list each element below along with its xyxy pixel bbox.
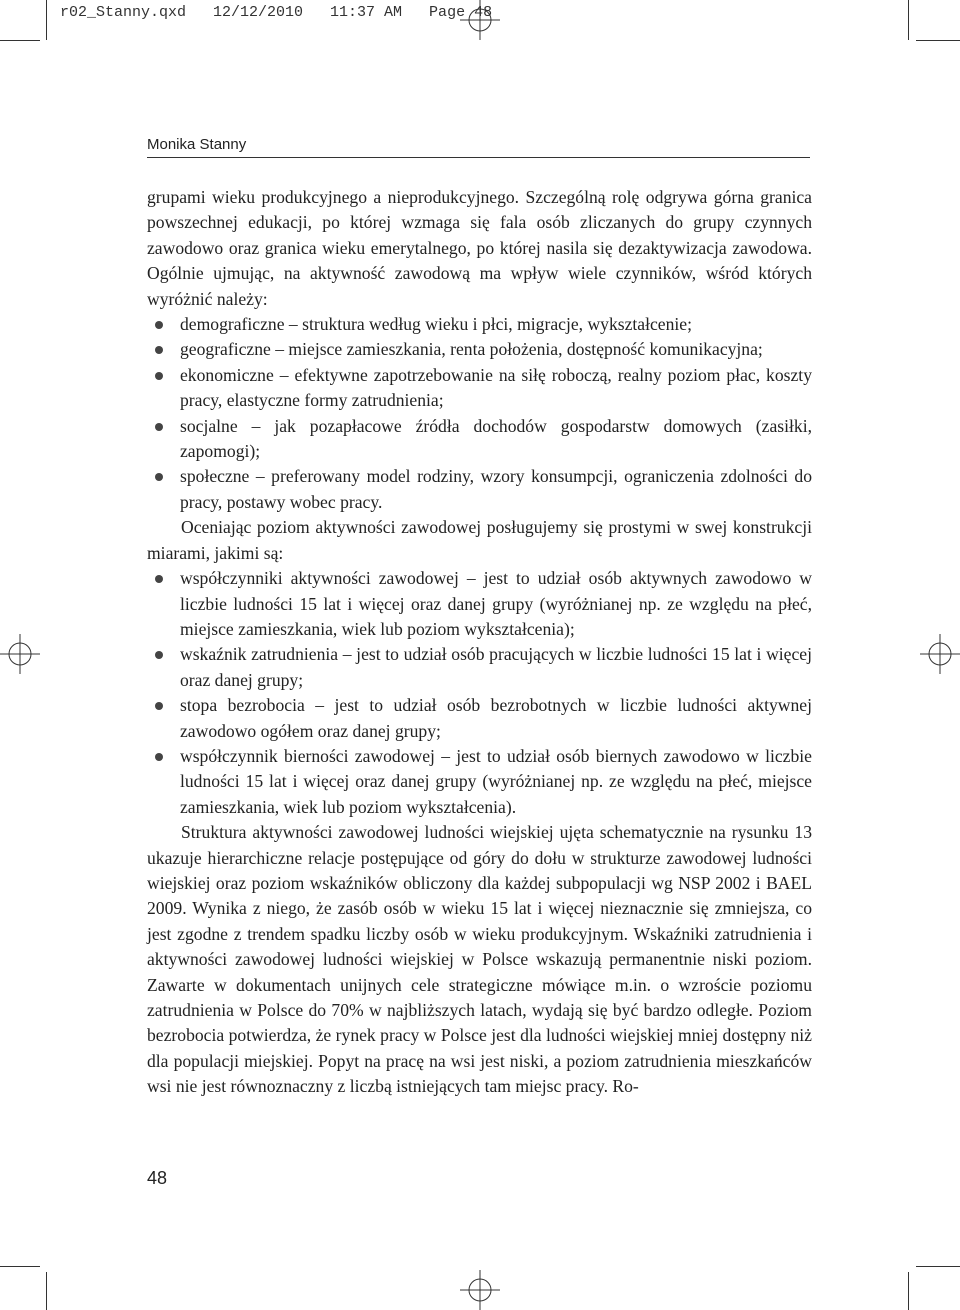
list-item-text: współczynniki aktywności zawodowej – jest to udział osób aktywnych zawodowo w liczbie ludności 15 lat i więcej oraz danej grupy (wyróżnianej np. ze względu na płeć, miejsce zamieszkania, wiek lub poziom wykształcenia); [180, 568, 812, 639]
registration-mark-left [0, 634, 40, 674]
print-slug: r02_Stanny.qxd 12/12/2010 11:37 AM Page 48 [60, 4, 493, 21]
list-item-text: wskaźnik zatrudnienia – jest to udział osób pracujących w liczbie ludności 15 lat i więcej oraz danej grupy; [180, 644, 812, 690]
bullet-icon [155, 473, 163, 481]
paragraph: grupami wieku produkcyjnego a nieprodukcyjnego. Szczególną rolę odgrywa górna granica powszechnej edukacji, po której wzmaga się fala osób zliczanych do grupy czynnych zawodowo oraz granica wieku emerytalnego, po której nasila się dezaktywizacja zawodowa. Ogólnie ujmując, na aktywność zawodową ma wpływ wiele czynników, wśród których wyróżnić należy: [147, 187, 812, 309]
crop-mark-bottom-left [46, 1272, 47, 1310]
bullet-icon [155, 651, 163, 659]
list-item [147, 363, 812, 414]
registration-mark-right [920, 634, 960, 674]
list-item-text: socjalne – jak pozapłacowe źródła dochodów gospodarstw domowych (zasiłki, zapomogi); [180, 415, 812, 462]
list-item [147, 693, 812, 744]
list-item-text: współczynnik bierności zawodowej – jest to udział osób biernych zawodowo w liczbie ludności 15 lat i więcej oraz danej grupy (wyróżnianej np. ze względu na płeć, miejsce zamieszkania, wiek lub poziom wykształcenia). [180, 745, 812, 817]
list-item [147, 312, 812, 337]
list-item-text: demograficzne – struktura według wieku i płci, migracje, wykształcenie; [180, 314, 692, 335]
paragraph: Struktura aktywności zawodowej ludności wiejskiej ujęta schematycznie na rysunku 13 ukazuje hierarchiczne relacje postępujące od góry do dołu w strukturze zawodowej ludności wiejskiej oraz poziom wskaźników obliczony dla każdej subpopulacji wg NSP 2002 i BAEL 2009. Wynika z niego, że zasób osób w wieku 15 lat i więcej nieznacznie się zmniejsza, co jest zgodne z trendem spadku liczby osób w wieku produkcyjnym. Wskaźniki zatrudnienia i aktywności zawodowej ludności wiejskiej w Polsce wskazują permanentnie niski poziom. Zawarte w dokumentach unijnych cele strategiczne mówiące m.in. o wzroście poziomu zatrudnienia w Polsce do 70% w najbliższych latach, wydają się być bardzo odległe. Poziom bezrobocia potwierdza, że rynek pracy w Polsce jest dla ludności wiejskiej mniej dostępny niż dla populacji miejskiej. Popyt na pracę na wsi jest niski, a poziom zatrudnienia mieszkańców wsi nie jest równoznaczny z liczbą istniejących tam miejsc pracy. Ro- [147, 822, 812, 1097]
list-item [147, 642, 812, 693]
crop-mark-bottom-left-h [0, 1266, 40, 1267]
list-item [147, 414, 812, 465]
measures-list [147, 566, 812, 820]
crop-mark-top-left [46, 0, 47, 40]
list-item-text: geograficzne – miejsce zamieszkania, renta położenia, dostępność komunikacyjna; [180, 339, 763, 360]
list-item [147, 337, 812, 362]
bullet-icon [155, 346, 163, 354]
page-body [147, 185, 812, 1100]
page-number: 48 [147, 1168, 168, 1188]
list-item-text: stopa bezrobocia – jest to udział osób bezrobotnych w liczbie ludności aktywnej zawodowo ogółem oraz danej grupy; [180, 695, 812, 741]
list-item [147, 744, 812, 820]
crop-mark-bottom-right [908, 1272, 909, 1310]
list-item [147, 566, 812, 642]
paragraph: Oceniając poziom aktywności zawodowej posługujemy się prostymi w swej konstrukcji miarami, jakimi są: [147, 517, 812, 563]
factors-list [147, 312, 812, 515]
list-item-text: społeczne – preferowany model rodziny, wzory konsumpcji, ograniczenia zdolności do pracy, postawy wobec pracy. [180, 466, 812, 512]
running-header-author: Monika Stanny [147, 136, 247, 153]
list-item [147, 464, 812, 515]
bullet-icon [155, 321, 163, 329]
crop-mark-top-right [908, 0, 909, 40]
bullet-icon [155, 423, 163, 431]
registration-mark-bottom [460, 1270, 500, 1310]
bullet-icon [155, 753, 163, 761]
bullet-icon [155, 575, 163, 583]
crop-mark-top-right-h [916, 40, 960, 41]
bullet-icon [155, 372, 163, 380]
bullet-icon [155, 702, 163, 710]
header-rule [147, 157, 810, 158]
list-item-text: ekonomiczne – efektywne zapotrzebowanie na siłę roboczą, realny poziom płac, koszty pracy, elastyczne formy zatrudnienia; [180, 364, 812, 411]
crop-mark-bottom-right-h [916, 1266, 960, 1267]
crop-mark-top-left-h [0, 40, 40, 41]
registration-mark-top [460, 0, 500, 40]
